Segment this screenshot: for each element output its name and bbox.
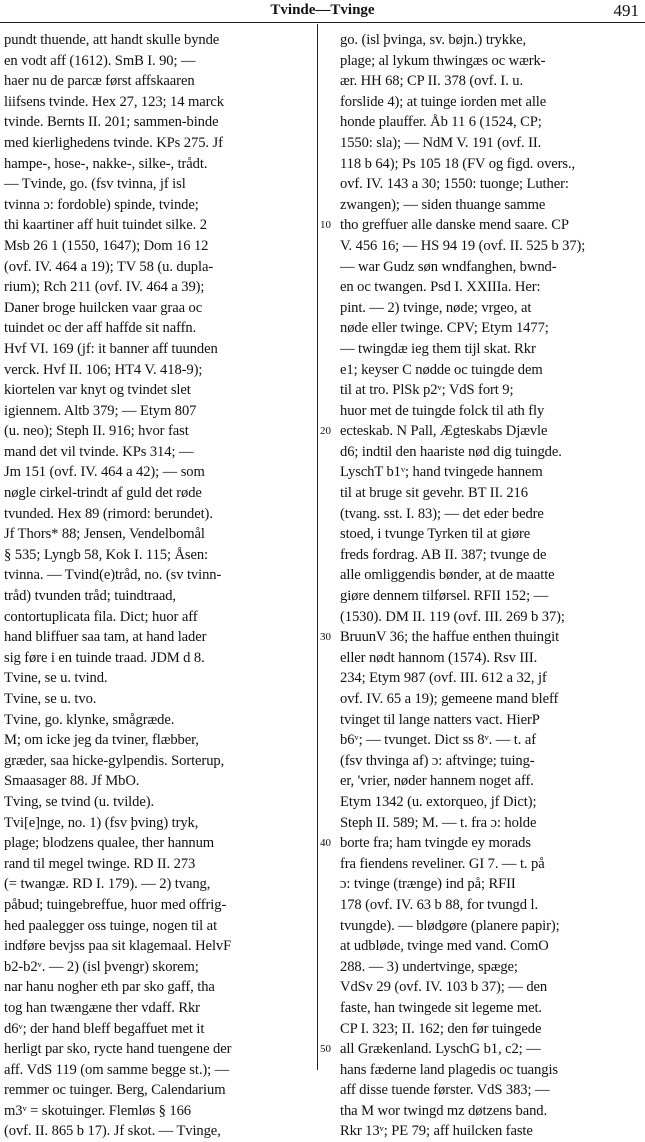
text-line: — Tvinde, go. (fsv tvinna, jf isl (4, 176, 186, 193)
text-line: en oc twangen. Psd I. XXIIIa. Her: (340, 279, 541, 296)
text-line: thi kaartiner aff huit tuindet silke. 2 (4, 217, 207, 234)
page-header (0, 0, 645, 22)
text-line: verck. Hvf II. 106; HT4 V. 418-9); (4, 361, 203, 378)
text-line: contortuplicata fila. Dict; huor aff (4, 608, 198, 625)
text-line: påbud; tuingebreffue, huor med offrig- (4, 896, 227, 913)
text-line: Steph II. 589; M. — t. fra ɔ: holde (340, 814, 537, 831)
line-number: 20 (320, 425, 331, 438)
text-line: (fsv thvinga af) ɔ: aftvinge; tuing- (340, 752, 535, 769)
text-line: forslide 4); at tuinge iorden met alle (340, 93, 547, 110)
text-line: tråd) tvunden tråd; tuindtraad, (4, 588, 176, 605)
text-line: til at bruge sit gevehr. BT II. 216 (340, 485, 528, 502)
text-line: igiennem. Altb 379; — Etym 807 (4, 402, 197, 419)
text-line: 288. — 3) undertvinge, spæge; (340, 958, 518, 975)
text-line: tvinna. — Tvind(e)tråd, no. (sv tvinn- (4, 567, 222, 584)
text-line: honde plauffer. Åb 11 6 (1524, CP; (340, 114, 542, 131)
text-line: hed paalegger oss tuinge, nogen til at (4, 917, 218, 934)
text-line: BruunV 36; the haffue enthen thuingit (340, 629, 560, 646)
text-line: Smaasager 88. Jf MbO. (4, 773, 140, 790)
text-line: tvinget til lange natters vact. HierP (340, 711, 540, 728)
text-line: græder, saa hicke-gylpendis. Sorterup, (4, 752, 225, 769)
text-line: haer nu de parcæ først affskaaren (4, 73, 195, 90)
text-line: med kierlighedens tvinde. KPs 275. Jf (4, 134, 223, 151)
text-line: e1; keyser C nødde oc tuingde dem (340, 361, 543, 378)
page-number: 491 (613, 1, 639, 20)
text-line: tvinna ɔ: fordoble) spinde, tvinde; (4, 196, 199, 213)
text-line: fra fiendens reveliner. GI 7. — t. på (340, 855, 545, 872)
text-line: (1530). DM II. 119 (ovf. III. 269 b 37); (340, 608, 565, 625)
text-line: indføre bevjss paa sit klagemaal. HelvF (4, 938, 232, 955)
text-line: er, 'vrier, nøder hannem noget aff. (340, 773, 534, 790)
text-line: tvinde. Bernts II. 201; sammen-binde (4, 114, 219, 131)
text-line: plage; al lykum thwingæs oc wærk- (340, 52, 546, 69)
text-line: faste, han twingede sit legeme met. (340, 999, 542, 1016)
text-line: 118 b 64); Ps 105 18 (FV og figd. overs., (340, 155, 576, 172)
text-line: herligt par sko, rycte hand tuengene der (4, 1041, 232, 1058)
text-line: (= twangæ. RD I. 179). — 2) tvang, (4, 876, 211, 893)
text-line: 1550: sla); — NdM V. 191 (ovf. II. (340, 134, 542, 151)
text-line: Jf Thors* 88; Jensen, Vendelbomål (4, 526, 205, 543)
text-line: b6ᵛ; — tvunget. Dict ss 8ᵛ. — t. af (340, 732, 536, 749)
text-line: § 535; Lyngb 58, Kok I. 115; Åsen: (4, 546, 209, 563)
text-line: Hvf VI. 169 (jf: it banner aff tuunden (4, 340, 218, 357)
left-column (4, 30, 304, 1142)
text-line: ɔ: tvinge (trænge) ind på; RFII (340, 876, 516, 893)
text-line: Daner broge huilcken vaar graa oc (4, 299, 203, 316)
text-line: b2-b2ᵛ. — 2) (isl þvengr) skorem; (4, 958, 199, 975)
text-line: ovf. IV. 65 a 19); gemeene mand bleff (340, 691, 559, 707)
text-line: stoed, i tvunge Tyrken til at giøre (340, 526, 531, 543)
text-line: kiortelen var knyt og tvindet slet (4, 382, 191, 399)
text-line: giøre dennem tilførsel. RFII 152; — (340, 588, 549, 605)
text-line: pundt thuende, att handt skulle bynde (4, 32, 220, 48)
text-line: CP I. 323; II. 162; den før tuingede (340, 1020, 542, 1037)
text-line: zwangen); — siden thuange samme (340, 196, 546, 213)
text-line: tho greffuer alle danske mend saare. CP (340, 217, 569, 234)
text-line: Tvine, se u. tvo. (4, 691, 97, 707)
text-line: pint. — 2) tvinge, nøde; vrgeo, at (340, 299, 532, 316)
text-line: go. (isl þvinga, sv. bøjn.) trykke, (340, 32, 527, 48)
text-line: plage; blodzens qualee, ther hannum (4, 835, 215, 852)
line-number: 40 (320, 837, 331, 850)
text-line: VdSv 29 (ovf. IV. 103 b 37); — den (340, 979, 548, 996)
text-line: nar hanu nogher eth par sko gaff, tha (4, 979, 215, 996)
text-line: Msb 26 1 (1550, 1647); Dom 16 12 (4, 237, 209, 254)
text-line: m3ᵛ = skotuinger. Flemløs § 166 (4, 1102, 191, 1119)
text-line: sig føre i en tuinde traad. JDM d 8. (4, 649, 205, 666)
text-line: borte fra; ham tvingde ey morads (340, 835, 531, 852)
text-line: Rkr 13ᵛ; PE 79; aff huilcken faste (340, 1123, 533, 1140)
text-line: Jm 151 (ovf. IV. 464 a 42); — som (4, 464, 205, 481)
running-title: Tvinde—Tvinge (270, 2, 375, 18)
text-line: hans fæderne land plagedis oc tuangis (340, 1061, 558, 1078)
text-line: d6ᵛ; der hand bleff begaffuet met it (4, 1020, 205, 1037)
text-line: d6; indtil den haariste nød dig tuingde. (340, 443, 562, 460)
text-line: hand bliffuer saa tam, at hand lader (4, 629, 207, 646)
text-line: rium); Rch 211 (ovf. IV. 464 a 39); (4, 279, 205, 296)
text-line: Tvine, se u. tvind. (4, 670, 108, 687)
line-number: 50 (320, 1043, 331, 1056)
text-line: hampe-, hose-, nakke-, silke-, trådt. (4, 155, 208, 172)
text-line: nøde eller twinge. CPV; Etym 1477; (340, 320, 549, 337)
text-line: alle omliggendis bønder, at de maatte (340, 567, 555, 584)
text-line: Tving, se tvind (u. tvilde). (4, 793, 155, 810)
text-line: all Grækenland. LyschG b1, c2; — (340, 1041, 541, 1058)
text-line: en vodt aff (1612). SmB I. 90; — (4, 52, 196, 69)
text-line: rand til megel twinge. RD II. 273 (4, 855, 196, 872)
text-line: huor met de tuingde folck til ath fly (340, 402, 545, 419)
text-line: aff. VdS 119 (om samme begge st.); — (4, 1061, 230, 1078)
text-line: liifsens tvinde. Hex 27, 123; 14 marck (4, 93, 224, 110)
text-line: ecteskab. N Pall, Ægteskabs Djævle (340, 423, 548, 440)
text-line: ær. HH 68; CP II. 378 (ovf. I. u. (340, 73, 524, 90)
text-line: LyschT b1ᵛ; hand tvingede hannem (340, 464, 543, 481)
text-line: (tvang. sst. I. 83); — det eder bedre (340, 505, 544, 522)
text-line: remmer oc tuinger. Berg, Calendarium (4, 1082, 226, 1099)
line-number: 10 (320, 219, 331, 232)
text-line: — war Gudz søn wndfanghen, bwnd- (340, 258, 557, 275)
text-line: tvunded. Hex 89 (rimord: berundet). (4, 505, 213, 522)
column-divider (317, 24, 318, 1070)
text-line: 234; Etym 987 (ovf. III. 612 a 32, jf (340, 670, 547, 687)
header-rule (0, 22, 645, 23)
text-line: (u. neo); Steph II. 916; hvor fast (4, 423, 189, 440)
text-line: nøgle cirkel-trindt af guld det røde (4, 485, 202, 502)
text-line: Etym 1342 (u. extorqueo, jf Dict); (340, 793, 537, 810)
text-line: (ovf. II. 865 b 17). Jf skot. — Tvinge, (4, 1123, 221, 1140)
line-number: 30 (320, 631, 331, 644)
text-line: aff disse tuende førster. VdS 383; — (340, 1082, 550, 1099)
text-line: eller nødt hannom (1574). Rsv III. (340, 649, 538, 666)
text-line: freds fordrag. AB II. 387; tvunge de (340, 546, 547, 563)
text-line: (ovf. IV. 464 a 19); TV 58 (u. dupla- (4, 258, 214, 275)
right-column (340, 30, 640, 1142)
text-line: til at tro. PlSk p2ᵛ; VdS fort 9; (340, 382, 514, 399)
text-line: M; om icke jeg da tviner, flæbber, (4, 732, 199, 749)
text-line: at udbløde, tvinge med vand. ComO (340, 938, 549, 955)
text-line: 178 (ovf. IV. 63 b 88, for tvungd l. (340, 896, 538, 913)
text-line: V. 456 16; — HS 94 19 (ovf. II. 525 b 37); (340, 237, 586, 254)
text-line: Tvi[e]nge, no. 1) (fsv þving) tryk, (4, 814, 199, 831)
text-line: — twingdæ ieg them tijl skat. Rkr (340, 340, 536, 357)
text-line: ovf. IV. 143 a 30; 1550: tuonge; Luther: (340, 176, 569, 193)
text-line: tuindet oc der aff haffde sit naffn. (4, 320, 197, 337)
text-line: Tvine, go. klynke, smågræde. (4, 711, 175, 728)
text-line: tha M wor twingd mz døtzens band. (340, 1102, 548, 1119)
text-line: mand det vil tvinde. KPs 314; — (4, 443, 194, 460)
text-line: tog han twængæne ther vdaff. Rkr (4, 999, 200, 1016)
text-line: tvungde). — blødgøre (planere papir); (340, 917, 560, 934)
